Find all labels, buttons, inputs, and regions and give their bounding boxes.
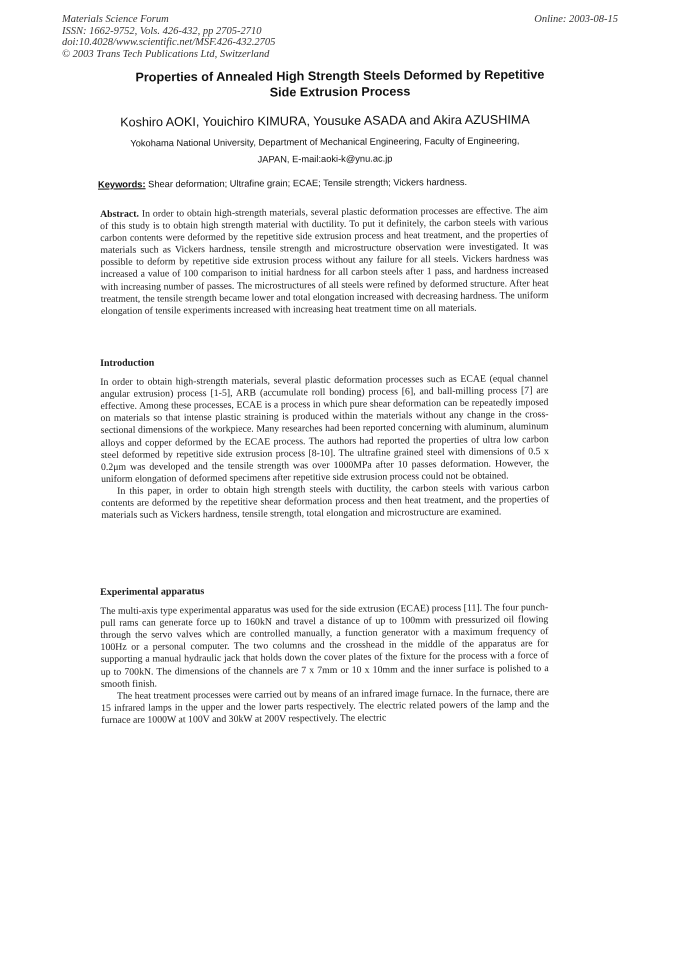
introduction-paragraph-1: In order to obtain high-strength materials, several plastic deformation processes such as ECAE (equal channel angular extrusion) process [1-5], ARB (accumulate roll bonding) process [6], and ball-milling process [7] are effective. Among these processes, ECAE is a process in which pure shear deformation can be repeatedly imposed on materials so that intense plastic straining is produced within the materials without any change in the cross-sectional dimensions of the workpiece. Many researches had been reported concerning with aluminum, aluminum alloys and copper deformed by the ECAE process. The authors had reported the properties of ultra low carbon steel deformed by repetitive side extrusion process [8-10]. The ultrafine grained steel with dimensions of 0.5 x 0.2μm was developed and the tensile strength was over 1000MPa after 10 passes deformation. However, the uniform elongation of deformed specimens after repetitive side extrusion process could not be obtained. bbox=[100, 373, 549, 485]
paper-title bbox=[95, 66, 585, 101]
experimental-section bbox=[100, 583, 549, 727]
introduction-paragraph-2: In this paper, in order to obtain high strength steels with ductility, the carbon steels with various carbon contents are deformed by the repetitive shear deformation process and then heat treatment, and the properties of materials such as Vickers hardness, tensile strength, total elongation and microstructure are examined. bbox=[101, 482, 550, 522]
abstract-section bbox=[100, 205, 549, 318]
introduction-heading: Introduction bbox=[100, 357, 155, 369]
experimental-paragraph-1: The multi-axis type experimental apparatus was used for the side extrusion (ECAE) process [11]. The four punch-pull rams can generate force up to 160kN and travel a distance of up to 100mm with pressurized oil flowing through the servo valves which are controlled manually, a function generator with a maximum frequency of 100Hz or a personal computer. The two columns and the crosshead in the middle of the apparatus are for supporting a manual hydraulic jack that holds down the cover plates of the fixture for the process with a force of up to 700kN. The dimensions of the channels are 7 x 7mm or 10 x 10mm and the inner surface is polished to a smooth finish. bbox=[100, 602, 549, 690]
abstract-text: In order to obtain high-strength materials, several plastic deformation processes are effective. The aim of this study is to obtain high strength material with ductility. To put it definitely, the carbon steels with various carbon contents were deformed by the repetitive side extrusion process and heat treatment, and the properties of materials such as Vickers hardness, tensile strength and microstructure observation were investigated. It was possible to deform by repetitive side extrusion process without any failure for all steels. Vickers hardness was increased a value of 100 comparison to initial hardness for all carbon steels after 1 pass, and hardness increased with increasing number of passes. The microstructures of all steels were refined by deformed structure. After heat treatment, the tensile strength became lower and total elongation increased with decreasing hardness. The uniform elongation of tensile experiments increased with increasing heat treatment time on all materials. bbox=[100, 205, 549, 317]
journal-issn: ISSN: 1662-9752, Vols. 426-432, pp 2705-2710 bbox=[62, 25, 262, 37]
author-list: Koshiro AOKI, Youichiro KIMURA, Yousuke ASADA and Akira AZUSHIMA bbox=[120, 112, 530, 130]
title-line-1: Properties of Annealed High Strength Steels Deformed by Repetitive bbox=[135, 67, 545, 85]
affiliation bbox=[100, 132, 550, 169]
journal-header bbox=[62, 14, 618, 60]
abstract-label: Abstract. bbox=[100, 208, 140, 220]
abstract-paragraph bbox=[100, 205, 549, 318]
keywords-label: Keywords: bbox=[97, 179, 146, 190]
experimental-heading: Experimental apparatus bbox=[100, 586, 205, 598]
affiliation-line-2: JAPAN, E-mail:aoki-k@ynu.ac.jp bbox=[257, 153, 393, 165]
keywords-text: Shear deformation; Ultrafine grain; ECAE; Tensile strength; Vickers hardness. bbox=[145, 177, 468, 190]
experimental-paragraph-2: The heat treatment processes were carried out by means of an infrared image furnace. In the furnace, there are 15 infrared lamps in the upper and the lower parts respectively. The electric related powers of the lamp and the furnace are 1000W at 100V and 30kW at 200V respectively. The electric bbox=[101, 686, 550, 726]
journal-doi: doi:10.4028/www.scientific.net/MSF.426-432.2705 bbox=[62, 37, 276, 48]
online-date: Online: 2003-08-15 bbox=[534, 14, 618, 25]
title-line-2: Side Extrusion Process bbox=[269, 84, 411, 100]
introduction-section bbox=[100, 354, 549, 522]
keywords bbox=[98, 176, 558, 189]
affiliation-line-1: Yokohama National University, Department of Mechanical Engineering, Faculty of Engineering, bbox=[130, 135, 520, 149]
journal-copyright: © 2003 Trans Tech Publications Ltd, Switzerland bbox=[62, 48, 270, 60]
journal-name: Materials Science Forum bbox=[62, 14, 169, 25]
